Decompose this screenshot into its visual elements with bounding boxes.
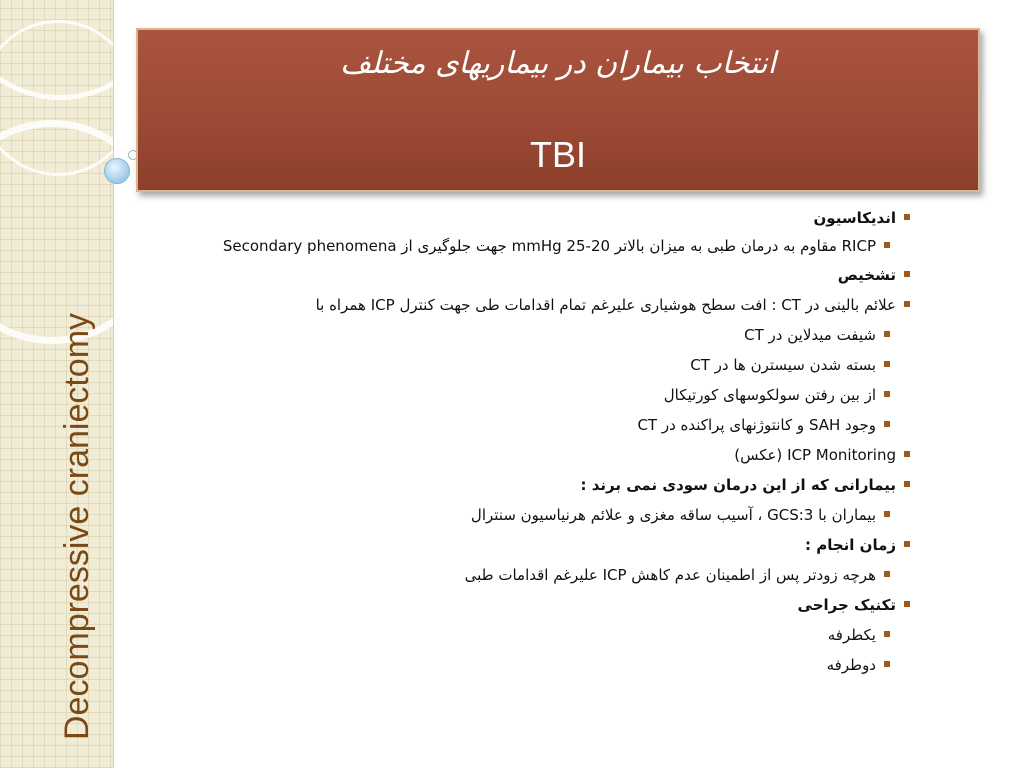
bullet-icon	[904, 451, 910, 457]
bullet-icon	[884, 631, 890, 637]
list-item: یکطرفه	[122, 620, 920, 650]
bullet-icon	[904, 481, 910, 487]
bullet-icon	[904, 601, 910, 607]
list-item: زمان انجام :	[122, 530, 920, 560]
title-banner	[136, 28, 980, 192]
slide-content	[122, 203, 920, 680]
bullet-icon	[904, 271, 910, 277]
bullet-icon	[884, 661, 890, 667]
bullet-icon	[884, 391, 890, 397]
bullet-icon	[884, 331, 890, 337]
list-item: بسته شدن سیسترن ها در CT	[122, 350, 920, 380]
decorative-circle-icon	[104, 158, 130, 184]
bullet-icon	[884, 421, 890, 427]
list-item: بیماران با GCS:3 ، آسیب ساقه مغزی و علائم هرنیاسیون سنترال	[122, 500, 920, 530]
list-item: دوطرفه	[122, 650, 920, 680]
list-item: ICP Monitoring (عکس)	[122, 440, 920, 470]
bullet-icon	[884, 571, 890, 577]
list-item: از بین رفتن سولکوسهای کورتیکال	[122, 380, 920, 410]
decorative-ring	[0, 120, 114, 344]
slide-title: انتخاب بیماران در بیماریهای مختلف	[340, 46, 776, 81]
bullet-icon	[884, 242, 890, 248]
bullet-icon	[884, 361, 890, 367]
list-item: اندیکاسیون	[122, 203, 920, 233]
bullet-icon	[904, 301, 910, 307]
list-item: تکنیک جراحی	[122, 590, 920, 620]
list-item: RICP مقاوم به درمان طبی به میزان بالاتر 20-25 mmHg جهت جلوگیری از Secondary phenomena	[122, 233, 920, 260]
vertical-slide-title: Decompressive craniectomy	[58, 312, 96, 740]
bullet-icon	[904, 214, 910, 220]
list-item: علائم بالینی در CT : افت سطح هوشیاری علیرغم تمام اقدامات طی جهت کنترل ICP همراه با	[122, 290, 920, 320]
bullet-icon	[884, 511, 890, 517]
list-item: هرچه زودتر پس از اطمینان عدم کاهش ICP علیرغم اقدامات طبی	[122, 560, 920, 590]
list-item: وجود SAH و کانتوژنهای پراکنده در CT	[122, 410, 920, 440]
list-item: شیفت میدلاین در CT	[122, 320, 920, 350]
list-item: تشخیص	[122, 260, 920, 290]
list-item: بیمارانی که از این درمان سودی نمی برند :	[122, 470, 920, 500]
slide-subtitle: TBI	[529, 134, 586, 175]
bullet-icon	[904, 541, 910, 547]
